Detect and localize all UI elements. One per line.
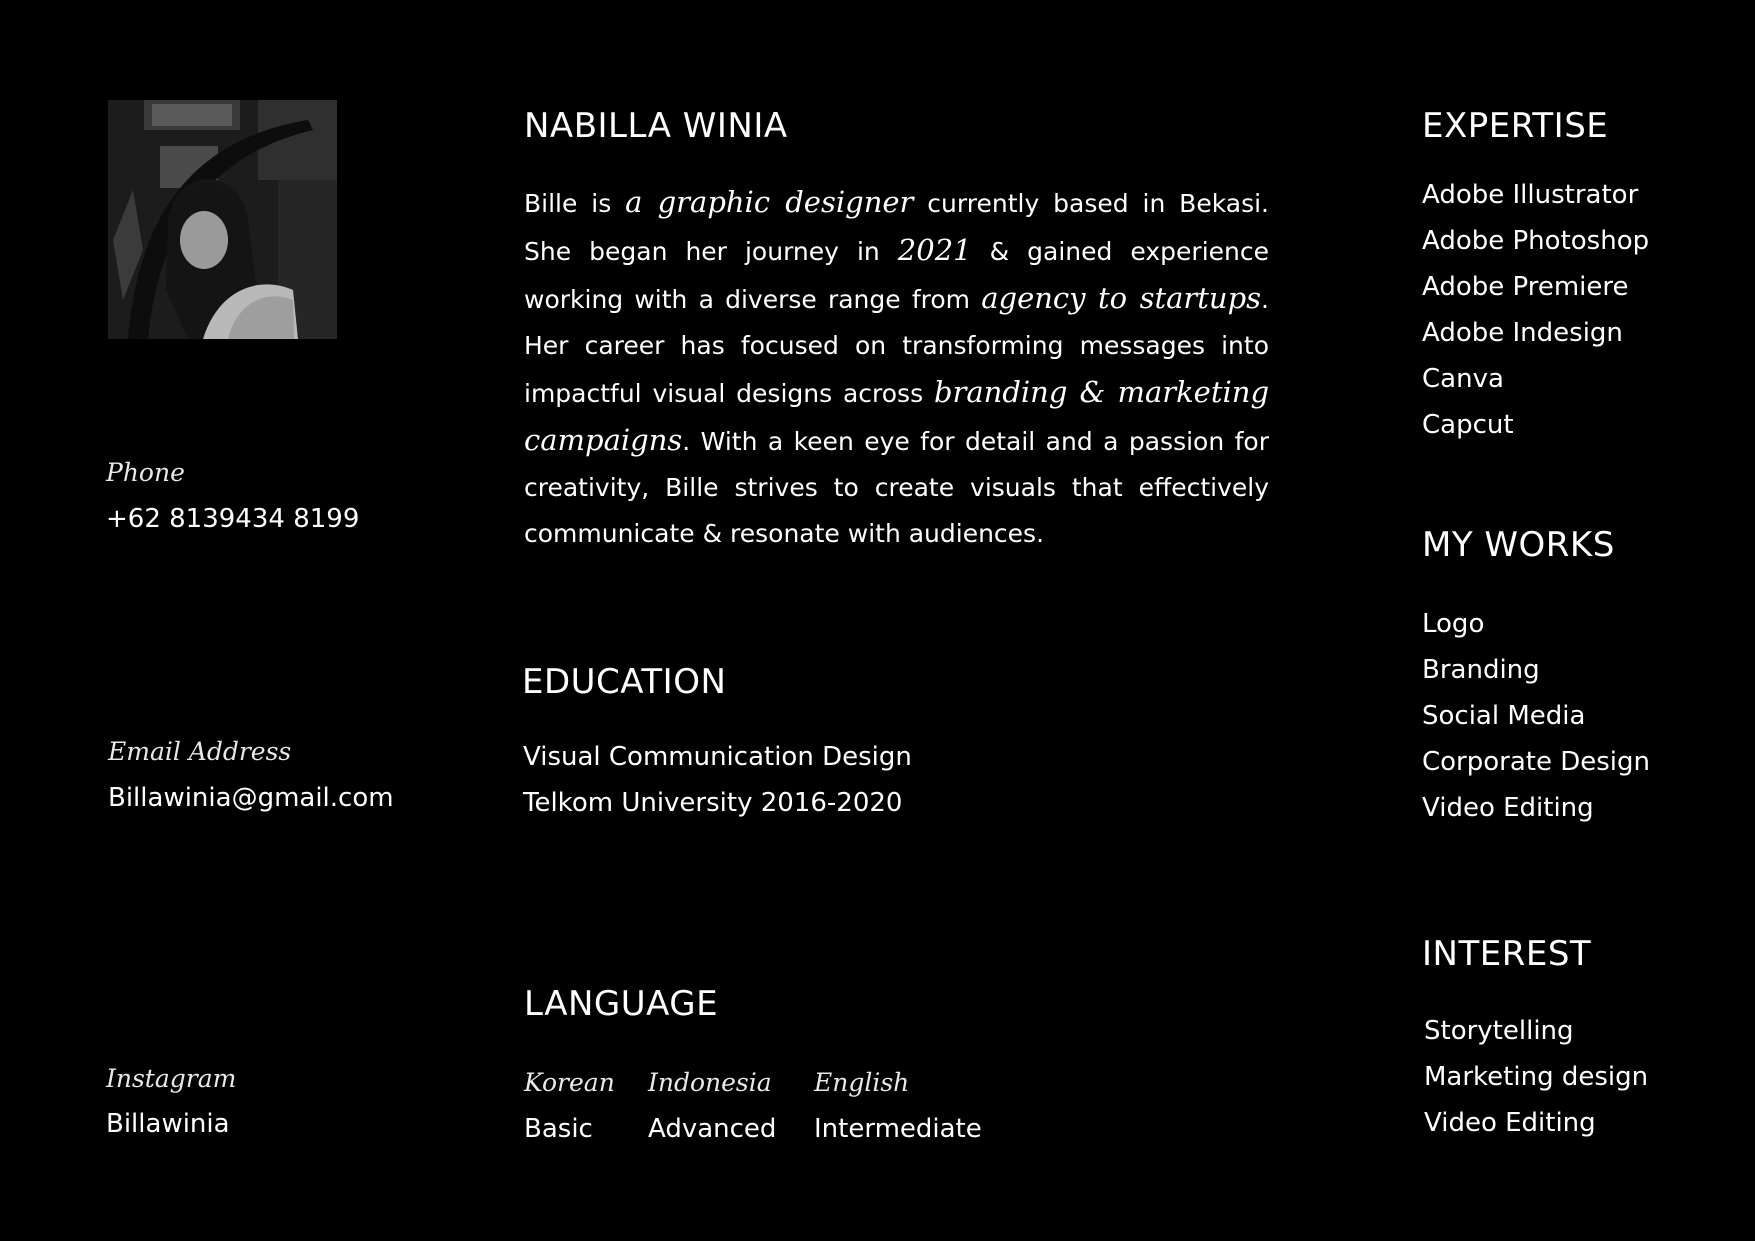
bio-text: & gained experience working with a diverse range from: [524, 237, 1269, 314]
instagram-value[interactable]: Billawinia: [106, 1109, 230, 1139]
phone-value[interactable]: +62 8139434 8199: [106, 504, 360, 534]
instagram-label: Instagram: [106, 1064, 237, 1093]
expertise-item: Adobe Indesign: [1422, 318, 1623, 348]
bio-emphasis: branding & marketing campaigns: [524, 375, 1270, 457]
bio-text: currently based in Bekasi. She began her journey in: [524, 189, 1269, 266]
interest-item: Storytelling: [1424, 1016, 1574, 1046]
language-name: Korean: [524, 1068, 615, 1097]
bio-text: . Her career has focused on transforming messages into impactful visual designs across: [524, 285, 1269, 408]
works-item: Video Editing: [1422, 793, 1594, 823]
language-name: Indonesia: [648, 1068, 772, 1097]
language-name: English: [814, 1068, 910, 1097]
bio-text: Bille is: [524, 189, 626, 218]
language-heading: LANGUAGE: [524, 984, 719, 1024]
works-item: Branding: [1422, 655, 1540, 685]
works-heading: MY WORKS: [1422, 525, 1615, 565]
profile-photo: [108, 100, 337, 339]
education-line: Telkom University 2016-2020: [523, 788, 903, 818]
education-line: Visual Communication Design: [523, 742, 912, 772]
works-item: Corporate Design: [1422, 747, 1651, 777]
education-details: [523, 734, 912, 826]
works-item: Social Media: [1422, 701, 1586, 731]
works-list: [1422, 601, 1650, 831]
expertise-list: [1422, 172, 1649, 448]
expertise-item: Canva: [1422, 364, 1504, 394]
bio-emphasis: 2021: [897, 233, 972, 267]
language-level: Intermediate: [814, 1114, 982, 1144]
language-item: [524, 1060, 615, 1152]
profile-name: NABILLA WINIA: [524, 106, 788, 146]
expertise-item: Adobe Illustrator: [1422, 180, 1639, 210]
interest-heading: INTEREST: [1422, 934, 1592, 974]
education-heading: EDUCATION: [522, 662, 727, 702]
language-item: [814, 1060, 982, 1152]
interest-item: Marketing design: [1424, 1062, 1649, 1092]
interest-list: [1424, 1008, 1648, 1146]
bio-emphasis: a graphic designer: [625, 185, 914, 219]
expertise-item: Adobe Photoshop: [1422, 226, 1650, 256]
profile-photo-image: [108, 100, 337, 339]
expertise-item: Adobe Premiere: [1422, 272, 1629, 302]
language-item: [648, 1060, 776, 1152]
expertise-item: Capcut: [1422, 410, 1514, 440]
email-value[interactable]: Billawinia@gmail.com: [108, 783, 394, 813]
language-level: Advanced: [648, 1114, 777, 1144]
interest-item: Video Editing: [1424, 1108, 1596, 1138]
bio-paragraph: [524, 179, 1269, 557]
bio-emphasis: agency to startups: [981, 281, 1262, 315]
email-label: Email Address: [108, 737, 292, 766]
works-item: Logo: [1422, 609, 1485, 639]
phone-label: Phone: [106, 458, 185, 487]
language-level: Basic: [524, 1114, 593, 1144]
bio-text: . With a keen eye for detail and a passion for creativity, Bille strives to create visuals that effectively communicate & resonate with audiences.: [524, 427, 1269, 548]
expertise-heading: EXPERTISE: [1422, 106, 1609, 146]
